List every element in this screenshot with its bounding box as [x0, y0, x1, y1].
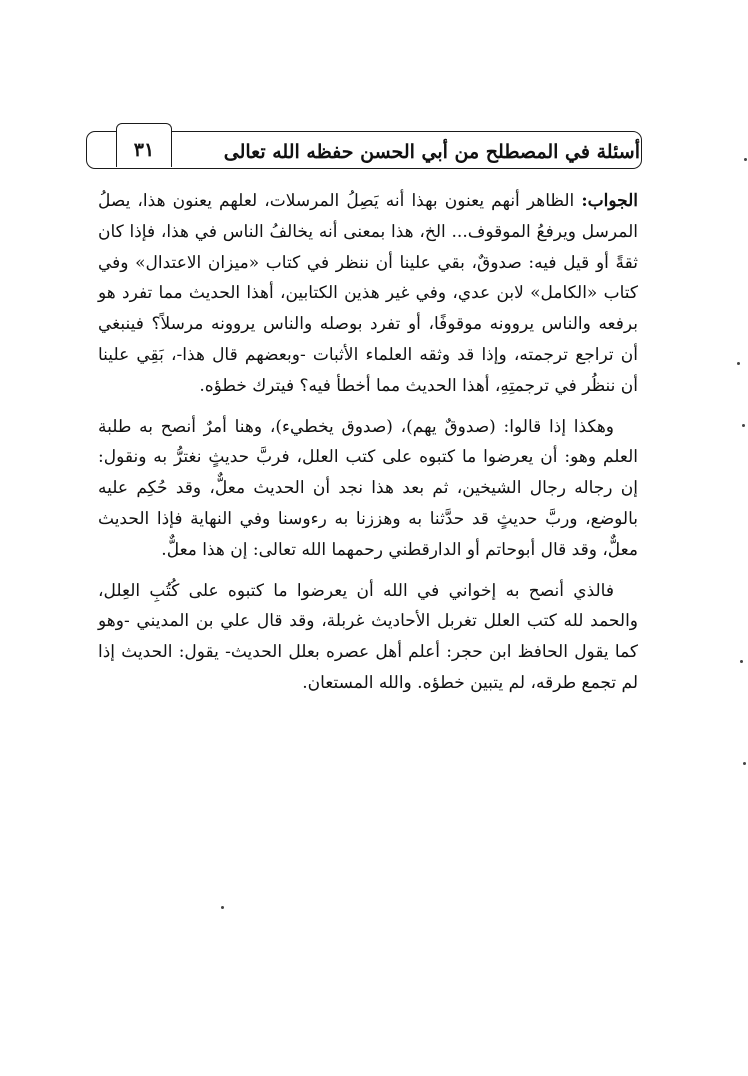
scan-speck — [744, 158, 747, 161]
paragraph-3: فالذي أنصح به إخواني في الله أن يعرضوا ما كتبوه على كُتُبِ العِلل، والحمد لله كتب العلل تغربل الأحاديث غربلة، وقد قال علي بن المديني -وهو كما يقول الحافظ ابن حجر: أعلم أهل عصره بعلل الحديث- يقول: الحديث إذا لم تجمع طرقه، لم يتبين خطؤه. والله المستعان. — [98, 580, 638, 693]
paragraph-2: وهكذا إذا قالوا: (صدوقٌ يهم)، (صدوق يخطيء)، وهنا أمرٌ أنصح به طلبة العلم وهو: أن يعرضوا ما كتبوه على كتب العلل، فربَّ حديثٍ نغترُّ به ونقول: إن رجاله رجال الشيخين، ثم بعد هذا نجد أن الحديث معلٌّ، وقد حُكِم عليه بالوضع، وربَّ حديثٍ قد حدَّثنا به وهززنا به رءوسنا وفي النهاية فإذا الحديث معلٌّ، وقد قال أبوحاتم أو الدارقطني رحمهما الله تعالى: إن هذا معلٌّ. — [98, 416, 638, 560]
scan-speck — [740, 660, 743, 663]
scan-speck — [221, 906, 224, 909]
answer-label: الجواب: — [581, 191, 638, 211]
scan-speck — [737, 362, 740, 365]
page-body — [98, 186, 638, 709]
scan-speck — [742, 424, 745, 427]
page-number: ٣١ — [133, 139, 155, 161]
scan-speck — [743, 762, 746, 765]
paragraph-1-text: الظاهر أنهم يعنون بهذا أنه يَصِلُ المرسلات، لعلهم يعنون هذا، يصلُ المرسل ويرفعُ الموقوف... الخ، هذا بمعنى أنه يخالفُ الناس في هذا، فإذا كان ثقةً أو قيل فيه: صدوقٌ، بقي علينا أن ننظر في كتاب «ميزان الاعتدال» وفي كتاب «الكامل» لابن عدي، وفي غير هذين الكتابين، أهذا الحديث مما تفرد هو برفعه والناس يروونه موقوفًا، أو تفرد بوصله والناس يروونه مرسلاً؟ فينبغي أن تراجع ترجمته، وإذا قد وثقه العلماء الأثبات -وبعضهم قال هذا-، بَقِي علينا أن ننظُر في ترجمتِهِ، أهذا الحديث مما أخطأ فيه؟ فيترك خطؤه. — [98, 191, 638, 396]
paragraph-answer — [98, 186, 638, 402]
running-header-title: أسئلة في المصطلح من أبي الحسن حفظه الله تعالى — [223, 141, 640, 163]
